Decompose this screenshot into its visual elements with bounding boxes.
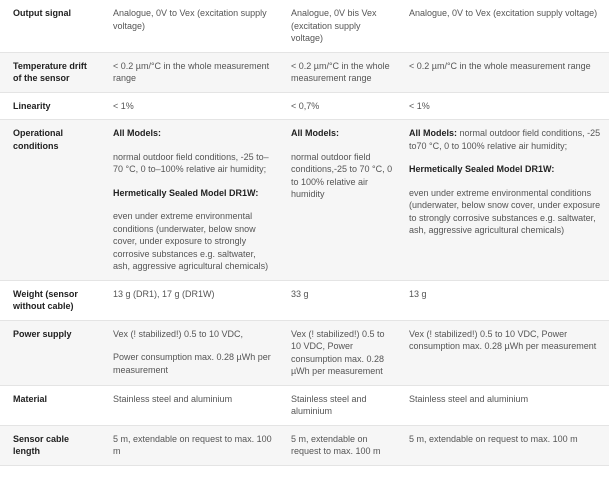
paragraph: Power consumption max. 0.28 µWh per measurement	[113, 352, 271, 375]
cell-model-3: 5 m, extendable on request to max. 100 m	[409, 433, 578, 444]
row-operational-conditions	[0, 120, 609, 281]
row-label: Temperature drift of the sensor	[13, 60, 87, 83]
bold-heading: All Models:	[291, 128, 340, 138]
cell-model-1: < 1%	[113, 100, 134, 111]
bold-heading: All Models:	[113, 128, 162, 138]
cell-model-1: 13 g (DR1), 17 g (DR1W)	[113, 288, 215, 299]
paragraph: even under extreme environmental conditions (underwater, below snow cover, under exposure to strongly corrosive substances e.g. saltwater, ash, aggressive agricultural chemicals)	[409, 187, 601, 235]
row-label: Sensor cable length	[13, 433, 70, 456]
bold-heading: Hermetically Sealed Model DR1W:	[409, 164, 555, 174]
cell-model-2	[281, 120, 399, 281]
cell-model-1	[102, 120, 281, 281]
row-material	[0, 385, 609, 425]
cell-model-2: Analogue, 0V bis Vex (excitation supply voltage)	[291, 8, 377, 43]
cell-model-3: < 0.2 µm/°C in the whole measurement range	[409, 60, 591, 71]
cell-model-1	[102, 320, 281, 385]
paragraph: normal outdoor field conditions,-25 to 70 °C, 0 to 100% relative air humidity	[291, 151, 393, 199]
cell-model-3: 13 g	[409, 288, 427, 299]
cell-model-1: Stainless steel and aluminium	[113, 393, 233, 404]
cell-model-2: Vex (! stabilized!) 0.5 to 10 VDC, Power consumption max. 0.28 µWh per measurement	[291, 328, 385, 376]
row-weight	[0, 280, 609, 320]
cell-model-2: Stainless steel and aluminium	[291, 393, 367, 416]
cell-model-3	[399, 120, 609, 281]
paragraph: normal outdoor field conditions, -25 to70 °C, 0 to 100% relative air humidity;	[409, 128, 601, 151]
cell-model-2: < 0,7%	[291, 100, 320, 111]
cell-model-3: < 1%	[409, 100, 430, 111]
cell-model-2: 5 m, extendable on request to max. 100 m	[291, 433, 381, 456]
cell-model-3: Vex (! stabilized!) 0.5 to 10 VDC, Power consumption max. 0.28 µWh per measurement	[409, 328, 597, 351]
row-sensor-cable-length	[0, 425, 609, 465]
bold-heading: Hermetically Sealed Model DR1W:	[113, 187, 259, 198]
paragraph: normal outdoor field conditions, -25 to–70 °C, 0 to–100% relative air humidity;	[113, 151, 269, 174]
row-linearity	[0, 92, 609, 120]
row-label: Weight (sensor without cable)	[13, 288, 78, 311]
bold-heading: All Models:	[409, 128, 458, 138]
row-label: Output signal	[13, 8, 71, 18]
cell-model-3: Stainless steel and aluminium	[409, 393, 529, 404]
cell-model-2: < 0.2 µm/°C in the whole measurement range	[291, 60, 390, 83]
row-label: Material	[13, 393, 48, 404]
row-power-supply	[0, 320, 609, 385]
row-temperature-drift	[0, 52, 609, 92]
paragraph: even under extreme environmental conditions (underwater, below snow cover, under exposure to strongly corrosive substances e.g. saltwater, ash, aggressive agricultural chemicals)	[113, 211, 269, 271]
cell-model-3: Analogue, 0V to Vex (excitation supply voltage)	[409, 8, 598, 18]
row-label: Power supply	[13, 328, 72, 339]
row-output-signal	[0, 0, 609, 52]
row-label: Operational conditions	[13, 128, 64, 151]
cell-model-1: < 0.2 µm/°C in the whole measurement range	[113, 60, 270, 83]
cell-model-1: Analogue, 0V to Vex (excitation supply voltage)	[113, 8, 267, 31]
paragraph: Vex (! stabilized!) 0.5 to 10 VDC,	[113, 328, 244, 339]
cell-model-2: 33 g	[291, 288, 309, 299]
cell-model-1: 5 m, extendable on request to max. 100 m	[113, 433, 272, 456]
row-label: Linearity	[13, 100, 51, 111]
